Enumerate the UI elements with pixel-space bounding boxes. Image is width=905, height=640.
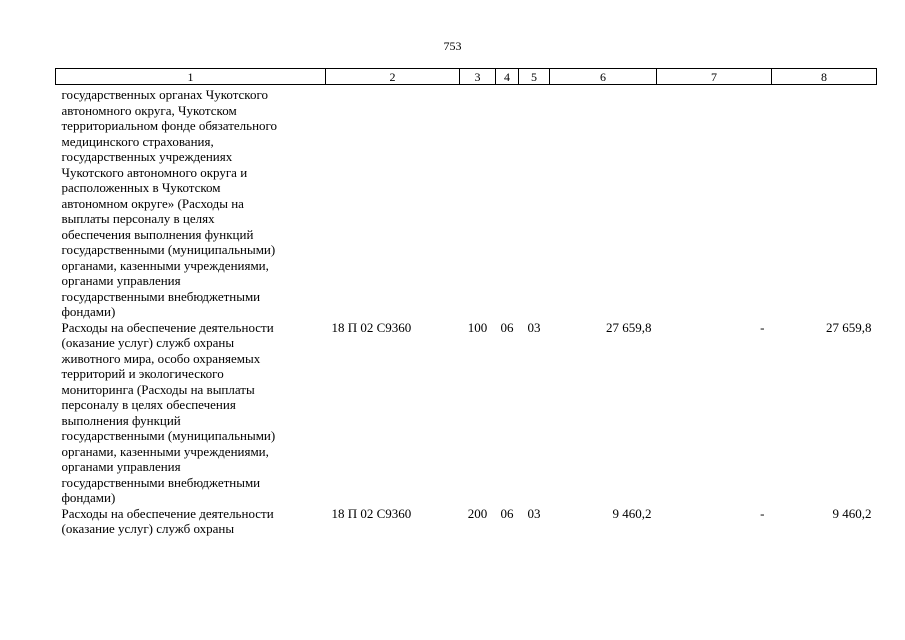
description-line: территорий и экологического [61, 366, 224, 381]
row-expense-type [460, 85, 496, 320]
description-line: государственных учреждениях [61, 149, 233, 164]
row-total: 27 659,8 [826, 319, 872, 335]
description-line: органами, казенными учреждениями, [61, 257, 269, 273]
description-line: расположенных в Чукотском [61, 180, 221, 195]
description-line: органами управления [61, 273, 181, 288]
description-line: автономного округа, Чукотском [61, 102, 237, 118]
row-amount: 9 460,2 [612, 505, 652, 521]
row-change: - [760, 319, 765, 335]
row-expense-type: 200 [467, 505, 488, 521]
description-line: автономном округе» (Расходы на [61, 195, 244, 211]
row-section: 06 [500, 319, 514, 335]
row-code: 18 П 02 С9360 [331, 505, 412, 521]
description-line: государственными (муниципальными) [61, 428, 276, 443]
description-line: выплаты персоналу в целях [61, 211, 215, 226]
row-subsection: 03 [527, 319, 541, 335]
row-description [56, 85, 326, 320]
description-line: фондами) [61, 490, 116, 505]
row-section [496, 85, 519, 320]
table-row [56, 85, 877, 320]
row-expense-type: 100 [467, 319, 488, 335]
column-header: 4 [496, 69, 519, 85]
column-header: 2 [326, 69, 460, 85]
description-line: государственными внебюджетными [61, 288, 261, 304]
description-line: Расходы на обеспечение деятельности [61, 505, 274, 521]
description-line: мониторинга (Расходы на выплаты [61, 381, 255, 397]
row-subsection: 03 [527, 505, 541, 521]
row-subsection [519, 85, 550, 320]
description-line: персоналу в целях обеспечения [61, 397, 236, 412]
row-description [56, 320, 326, 506]
column-header: 6 [550, 69, 657, 85]
description-line: медицинского страхования, [61, 133, 214, 149]
description-line: территориальном фонде обязательного [61, 118, 278, 133]
description-line: (оказание услуг) служб охраны [61, 335, 235, 350]
description-line: животного мира, особо охраняемых [61, 350, 261, 366]
description-line: (оказание услуг) служб охраны [61, 521, 235, 536]
description-line: органами, казенными учреждениями, [61, 443, 269, 459]
row-code: 18 П 02 С9360 [331, 319, 412, 335]
description-line: государственными внебюджетными [61, 474, 261, 490]
description-line: органами управления [61, 459, 181, 474]
description-line: обеспечения выполнения функций [61, 226, 254, 242]
column-header: 7 [657, 69, 772, 85]
row-change [657, 85, 772, 320]
table-header-row [56, 69, 877, 85]
description-line: государственных органах Чукотского [61, 87, 268, 102]
description-line: фондами) [61, 304, 116, 319]
row-amount: 27 659,8 [606, 319, 652, 335]
description-line: Чукотского автономного округа и [61, 164, 248, 180]
column-header: 3 [460, 69, 496, 85]
description-line: государственными (муниципальными) [61, 242, 276, 257]
row-total: 9 460,2 [832, 505, 872, 521]
table-row [56, 320, 877, 506]
table-row [56, 506, 877, 537]
page-number: 753 [443, 39, 462, 53]
row-code [326, 85, 460, 320]
column-header: 5 [519, 69, 550, 85]
budget-table [55, 68, 877, 537]
row-amount [550, 85, 657, 320]
column-header: 1 [56, 69, 326, 85]
row-total [772, 85, 877, 320]
description-line: выполнения функций [61, 412, 181, 428]
column-header: 8 [772, 69, 877, 85]
description-line: Расходы на обеспечение деятельности [61, 319, 274, 335]
row-section: 06 [500, 505, 514, 521]
row-description [56, 506, 326, 537]
row-change: - [760, 505, 765, 521]
